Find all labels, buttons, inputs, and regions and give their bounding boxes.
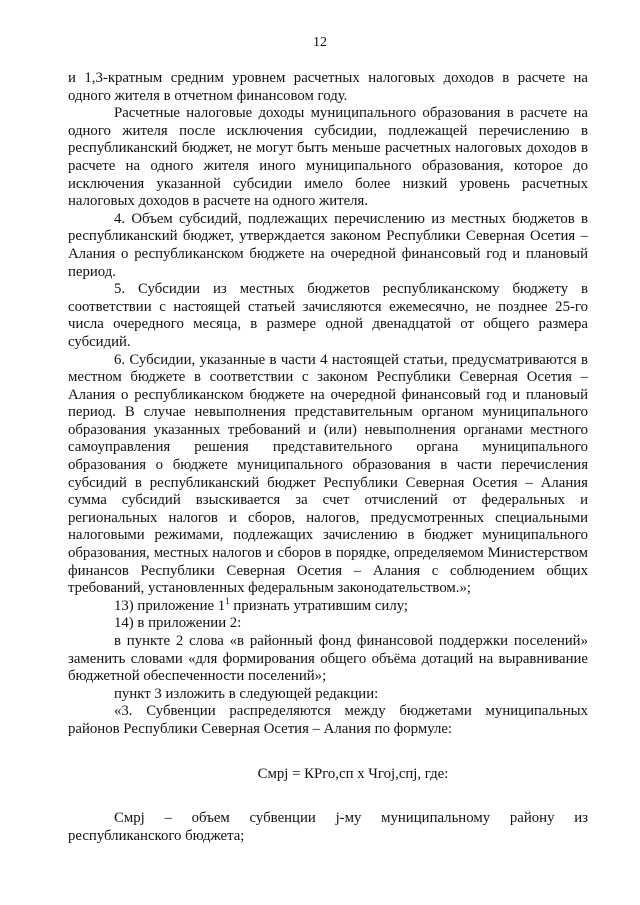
paragraph-tax-income: Расчетные налоговые доходы муниципального образования в расчете на одного жителя после исключения субсидии, подлежащей перечислению в республиканский бюджет, не могут быть меньше расчетных налоговых доходов в расчете на одного жителя иного муниципального образования, которое до исключения указанной субсидии имело более низкий уровень расчетных налоговых доходов в расчете на одного жителя. xyxy=(68,105,588,210)
paragraph-item-5: 5. Субсидии из местных бюджетов республиканскому бюджету в соответствии с настоящей статьей зачисляются ежемесячно, не позднее 25-го числа очередного месяца, в размере одной двенадцатой от общего размера субсидий. xyxy=(68,281,588,350)
paragraph-item-6: 6. Субсидии, указанные в части 4 настоящей статьи, предусматриваются в местном бюджете в соответствии с законом Республики Северная Осетия – Алания о республиканском бюджете на очередной финансовый год и плановый период. В случае невыполнения представительным органом муниципального образования указанных требований и (или) невыполнения органами местного самоуправления решения представительного органа муниципального образования о бюджете муниципального образования в части перечисления субсидий в республиканский бюджет Республики Северная Осетия – Алания сумма субсидий взыскивается за счет отчислений от федеральных и региональных налогов и сборов, налогов, предусмотренных специальными налоговыми режимами, подлежащих зачислению в бюджет муниципального образования, местных налогов и сборов в порядке, определяемом Министерством финансов Республики Северная Осетия – Алания с соблюдением общих требований, установленных федеральным законодательством.»; xyxy=(68,351,588,597)
paragraph-point-2: в пункте 2 слова «в районный фонд финансовой поддержки поселений» заменить словами «для формирования общего объёма дотаций на выравнивание бюджетной обеспеченности поселений»; xyxy=(68,633,588,685)
paragraph-continuation: и 1,3-кратным средним уровнем расчетных налоговых доходов в расчете на одного жителя в отчетном финансовом году. xyxy=(68,70,588,104)
item-13-tail: признать утратившим силу; xyxy=(229,597,409,614)
item-13-text: 13) приложение 1 xyxy=(114,597,226,614)
paragraph-item-13 xyxy=(68,595,588,616)
paragraph-point-3-quote: «3. Субвенции распределяются между бюджетами муниципальных районов Республики Северная Осетия – Алания по формуле: xyxy=(68,703,588,737)
paragraph-definition: Смрj – объем субвенции j-му муниципальному району из республиканского бюджета; xyxy=(68,810,588,844)
page-number: 12 xyxy=(313,35,327,50)
document-body xyxy=(68,70,588,845)
formula: Смрj = КРго,сп х Чгоj,спj, где: xyxy=(257,765,449,782)
paragraph-item-14: 14) в приложении 2: xyxy=(114,615,242,632)
paragraph-point-3-intro: пункт 3 изложить в следующей редакции: xyxy=(114,685,379,702)
item-13-superscript: 1 xyxy=(225,595,230,606)
paragraph-item-4: 4. Объем субсидий, подлежащих перечислению из местных бюджетов в республиканский бюджет, утверждается законом Республики Северная Осетия – Алания о республиканском бюджете на очередной финансовый год и плановый период. xyxy=(68,210,588,280)
